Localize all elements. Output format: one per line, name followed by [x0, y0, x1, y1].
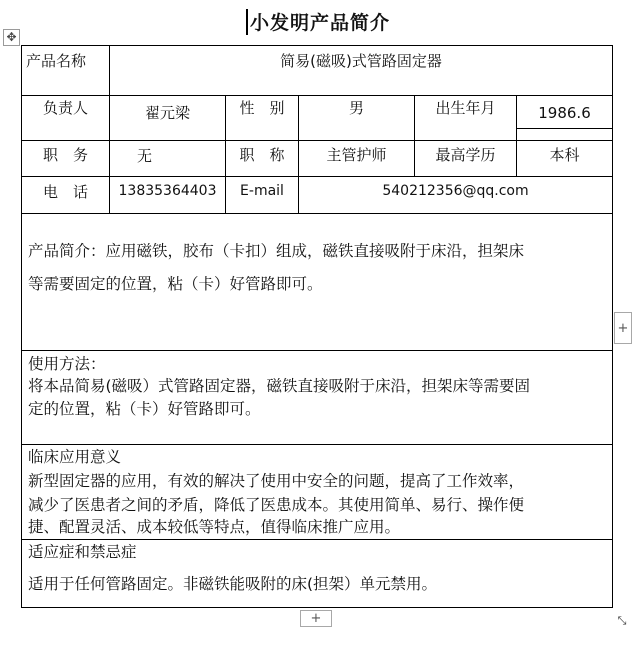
value-email: 540212356@qq.com	[382, 183, 529, 199]
usage-line: 将本品简易(磁吸）式管路固定器，磁铁直接吸附于床沿，担架床等需要固	[28, 377, 531, 395]
add-row-plus-icon[interactable]: +	[300, 610, 332, 627]
label-phone: 电 话	[42, 182, 88, 201]
usage-heading: 使用方法：	[28, 355, 106, 373]
value-highest-education: 本科	[549, 145, 580, 164]
product-intro-line: 产品简介：应用磁铁，胶布（卡扣）组成，磁铁直接吸附于床沿，担架床	[28, 242, 525, 260]
table-border-left	[21, 45, 22, 608]
indications-line: 适用于任何管路固定。非磁铁能吸附的床(担架）单元禁用。	[28, 575, 438, 593]
table-border-right	[612, 45, 613, 608]
row-divider	[516, 128, 613, 129]
label-product-name: 产品名称	[26, 52, 87, 70]
label-birth-date: 出生年月	[435, 98, 496, 117]
product-intro-line: 等需要固定的位置，粘（卡）好管路即可。	[28, 275, 323, 293]
table-border-bottom	[21, 607, 613, 608]
label-professional-title: 职 称	[239, 145, 285, 164]
value-gender: 男	[348, 98, 364, 117]
label-gender: 性 别	[239, 98, 285, 117]
clinical-heading: 临床应用意义	[28, 448, 122, 466]
value-phone: 13835364403	[118, 183, 217, 199]
value-person-in-charge: 翟元梁	[144, 103, 190, 122]
add-column-plus-icon[interactable]: +	[614, 312, 632, 344]
table-resize-icon[interactable]: ⤡	[617, 614, 627, 627]
clinical-line: 新型固定器的应用，有效的解决了使用中安全的问题，提高了工作效率，	[28, 472, 525, 490]
value-position: 无	[137, 147, 153, 165]
table-move-handle-icon[interactable]: ✥	[3, 29, 20, 46]
label-person-in-charge: 负责人	[42, 98, 88, 117]
clinical-line: 捷、配置灵活、成本较低等特点，值得临床推广应用。	[28, 518, 401, 536]
value-professional-title: 主管护师	[326, 145, 387, 164]
label-position: 职 务	[42, 145, 88, 164]
row-divider	[21, 350, 613, 351]
page-title: 小发明产品简介	[249, 12, 390, 34]
label-highest-education: 最高学历	[435, 145, 496, 164]
clinical-line: 减少了医患者之间的矛盾，降低了医患成本。其使用简单、易行、操作便	[28, 496, 525, 514]
value-product-name: 简易(磁吸)式管路固定器	[280, 51, 442, 70]
usage-line: 定的位置，粘（卡）好管路即可。	[28, 400, 261, 418]
indications-heading: 适应症和禁忌症	[28, 543, 137, 561]
value-birth-date: 1986.6	[538, 104, 591, 122]
label-email: E-mail	[240, 183, 284, 199]
